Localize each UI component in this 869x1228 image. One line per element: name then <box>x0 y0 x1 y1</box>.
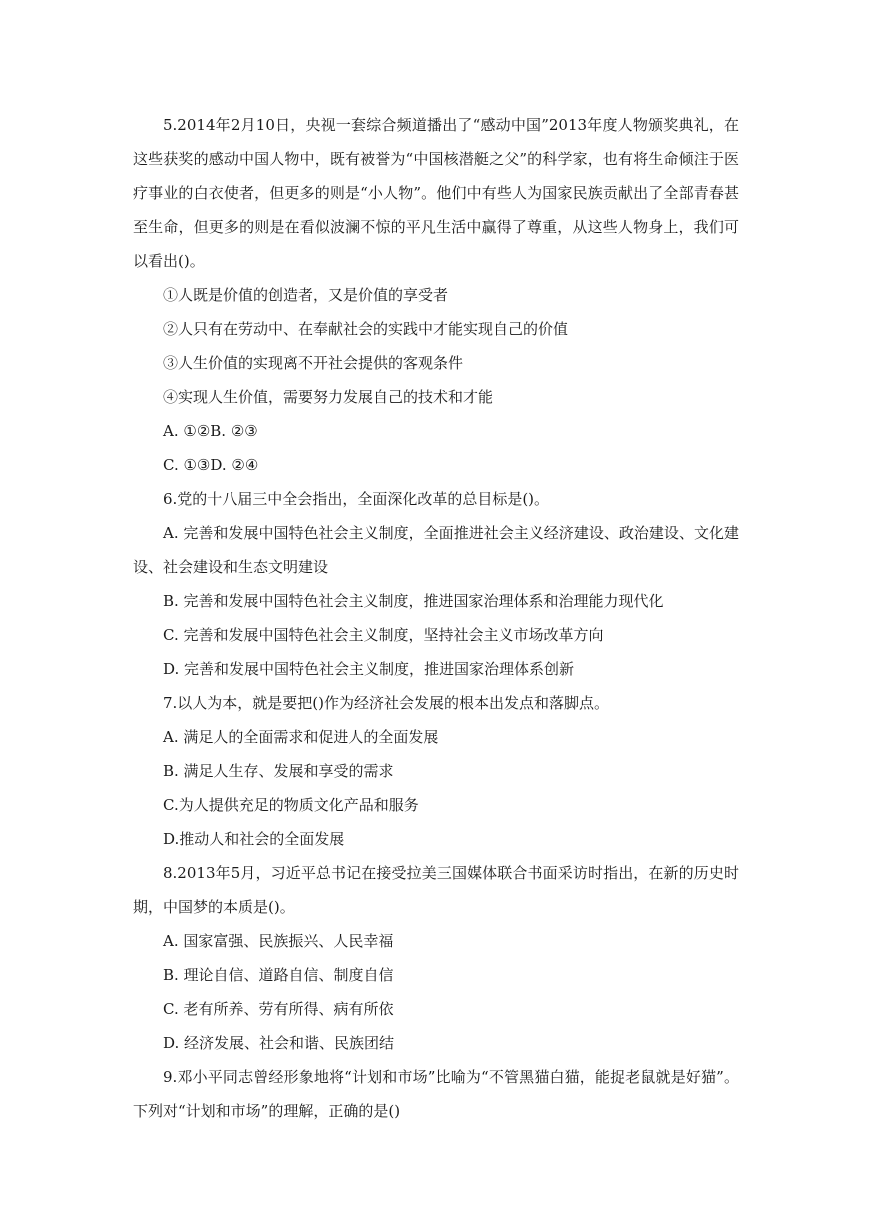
question-7-option-c: C.为人提供充足的物质文化产品和服务 <box>163 796 419 814</box>
question-8-option-b: B. 理论自信、道路自信、制度自信 <box>163 966 394 984</box>
question-7-stem: 7.以人为本，就是要把()作为经济社会发展的根本出发点和落脚点。 <box>163 694 610 712</box>
question-6-option-a: A. 完善和发展中国特色社会主义制度，全面推进社会主义经济建设、政治建设、文化建设、社会建设和生态文明建设 <box>133 524 739 576</box>
question-8-option-a: A. 国家富强、民族振兴、人民幸福 <box>163 932 394 950</box>
question-6-stem: 6.党的十八届三中全会指出，全面深化改革的总目标是()。 <box>163 490 550 508</box>
question-6-option-b: B. 完善和发展中国特色社会主义制度，推进国家治理体系和治理能力现代化 <box>163 592 664 610</box>
question-9-stem: 9.邓小平同志曾经形象地将“计划和市场”比喻为“不管黑猫白猫，能捉老鼠就是好猫”。下列对“计划和市场”的理解，正确的是() <box>133 1068 739 1120</box>
question-5-option-cd: C. ①③D. ②④ <box>163 456 259 474</box>
question-5-stem: 5.2014年2月10日，央视一套综合频道播出了“感动中国”2013年度人物颁奖典礼，在这些获奖的感动中国人物中，既有被誉为“中国核潜艇之父”的科学家，也有将生命倾注于医疗事业的白衣使者，但更多的则是“小人物”。他们中有些人为国家民族贡献出了全部青春甚至生命，但更多的则是在看似波澜不惊的平凡生活中赢得了尊重，从这些人物身上，我们可以看出()。 <box>133 116 739 270</box>
question-8-option-c: C. 老有所养、劳有所得、病有所依 <box>163 1000 394 1018</box>
question-5-item-4: ④实现人生价值，需要努力发展自己的技术和才能 <box>163 388 494 406</box>
question-5-item-1: ①人既是价值的创造者，又是价值的享受者 <box>163 286 449 304</box>
document-content <box>133 108 739 1128</box>
question-7-option-b: B. 满足人生存、发展和享受的需求 <box>163 762 394 780</box>
question-8-stem: 8.2013年5月，习近平总书记在接受拉美三国媒体联合书面采访时指出，在新的历史时期，中国梦的本质是()。 <box>133 864 739 916</box>
question-7-option-a: A. 满足人的全面需求和促进人的全面发展 <box>163 728 439 746</box>
question-5-option-ab: A. ①②B. ②③ <box>163 422 258 440</box>
question-8-option-d: D. 经济发展、社会和谐、民族团结 <box>163 1034 395 1052</box>
question-6-option-d: D. 完善和发展中国特色社会主义制度，推进国家治理体系创新 <box>163 660 575 678</box>
question-5-item-2: ②人只有在劳动中、在奉献社会的实践中才能实现自己的价值 <box>163 320 569 338</box>
question-7-option-d: D.推动人和社会的全面发展 <box>163 830 345 848</box>
question-6-option-c: C. 完善和发展中国特色社会主义制度，坚持社会主义市场改革方向 <box>163 626 604 644</box>
question-5-item-3: ③人生价值的实现离不开社会提供的客观条件 <box>163 354 464 372</box>
